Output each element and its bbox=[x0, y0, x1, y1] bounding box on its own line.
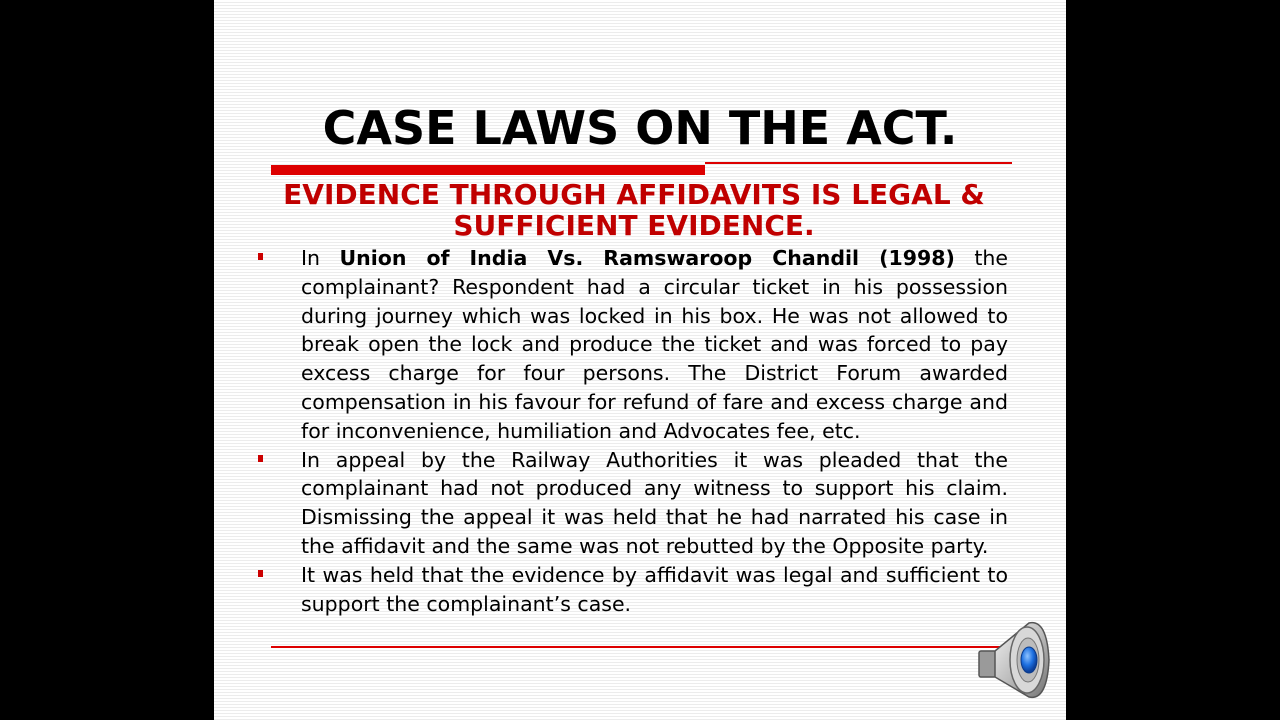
bottom-rule bbox=[271, 646, 1012, 648]
bullet-text: It was held that the evidence by affidavit was legal and sufficient to support the complainant’s case. bbox=[301, 562, 1008, 616]
bullet-item bbox=[258, 561, 1008, 619]
bullet-item bbox=[258, 244, 1008, 446]
bullet-square-icon bbox=[258, 253, 263, 260]
bullet-item bbox=[258, 446, 1008, 561]
bullet-list bbox=[258, 244, 1008, 618]
bullet-prefix: In bbox=[301, 246, 340, 270]
subtitle-line-2: SUFFICIENT EVIDENCE. bbox=[453, 209, 815, 242]
bullet-text: In appeal by the Railway Authorities it was pleaded that the complainant had not produced any witness to support his claim. Dismissing the appeal it was held that he had narrated his case in the affidavit and the same was not rebutted by the Opposite party. bbox=[301, 447, 1008, 558]
bullet-square-icon bbox=[258, 455, 263, 462]
slide bbox=[214, 0, 1066, 720]
slide-title: CASE LAWS ON THE ACT. bbox=[322, 101, 958, 155]
bullet-square-icon bbox=[258, 570, 263, 577]
title-underline-thin bbox=[705, 162, 1012, 164]
speaker-icon[interactable] bbox=[977, 619, 1051, 701]
subtitle-line-1: EVIDENCE THROUGH AFFIDAVITS IS LEGAL & bbox=[283, 178, 985, 211]
case-name: Union of India Vs. Ramswaroop Chandil (1998) bbox=[339, 246, 955, 270]
title-underline-thick bbox=[271, 165, 705, 175]
bullet-text: the complainant? Respondent had a circular ticket in his possession during journey which was locked in his box. He was not allowed to break open the lock and produce the ticket and was forced to pay excess charge for four persons. The District Forum awarded compensation in his favour for refund of fare and excess charge and for inconvenience, humiliation and Advocates fee, etc. bbox=[301, 246, 1008, 443]
slide-subtitle bbox=[244, 179, 1024, 241]
